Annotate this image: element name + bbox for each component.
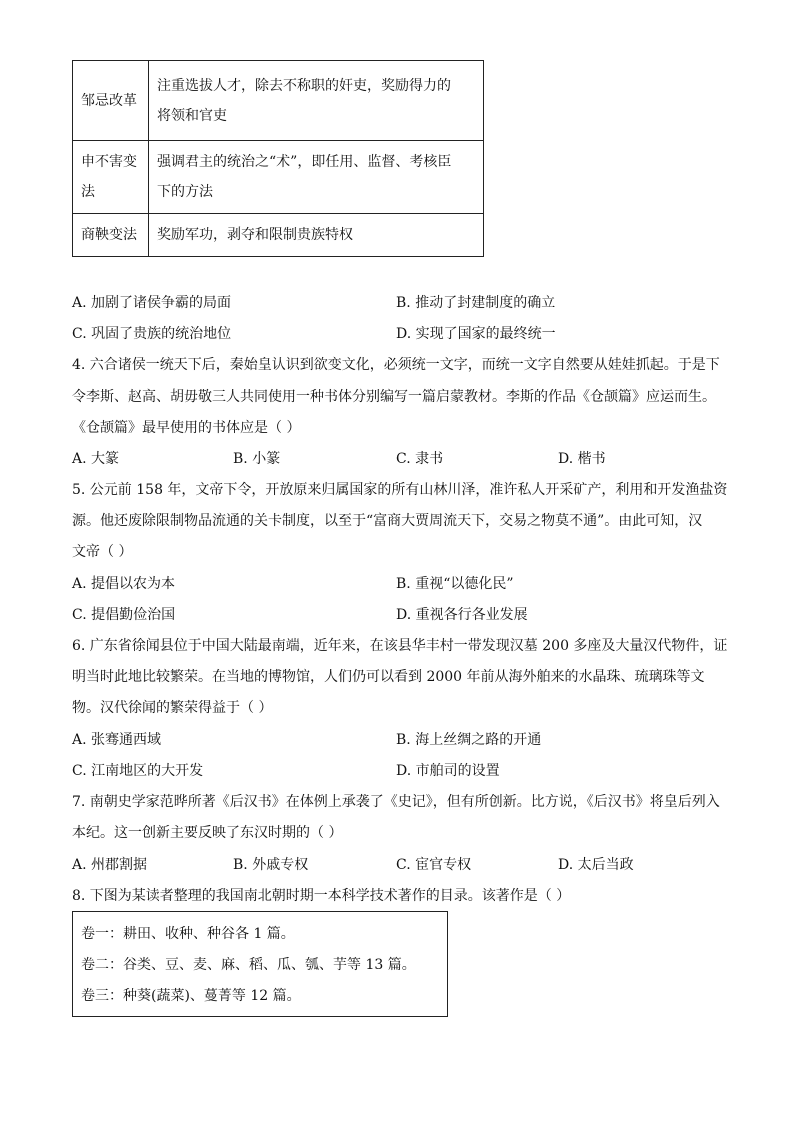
reform-name: 商鞅变法 xyxy=(73,214,149,257)
q3-option-b[interactable]: B. 推动了封建制度的确立 xyxy=(396,295,556,311)
q5-stem-line: 源。他还废除限制物品流通的关卡制度，以至于“富商大贾周流天下，交易之物莫不通”。由此可知，汉 xyxy=(72,513,703,529)
q4-option-d[interactable]: D. 楷书 xyxy=(558,451,606,467)
reform-desc-line: 强调君主的统治之“术”，即任用、监督、考核臣 xyxy=(157,154,452,170)
catalog-line: 卷二：谷类、豆、麦、麻、稻、瓜、瓠、芋等 13 篇。 xyxy=(81,957,416,973)
q3-option-d[interactable]: D. 实现了国家的最终统一 xyxy=(396,326,556,342)
q4-stem-line: 令李斯、赵高、胡毋敬三人共同使用一种书体分别编写一篇启蒙教材。李斯的作品《仓颉篇》应运而生。 xyxy=(72,389,716,405)
q5-option-c[interactable]: C. 提倡勤俭治国 xyxy=(72,607,176,623)
q8-stem-line: 8. 下图为某读者整理的我国南北朝时期一本科学技术著作的目录。该著作是（ ） xyxy=(72,888,571,904)
catalog-line: 卷一：耕田、收种、种谷各 1 篇。 xyxy=(81,926,295,942)
q6-option-d[interactable]: D. 市舶司的设置 xyxy=(396,763,500,779)
q4-stem-line: 《仓颉篇》最早使用的书体应是（ ） xyxy=(72,420,301,436)
q7-option-c[interactable]: C. 宦官专权 xyxy=(396,857,472,873)
q7-option-d[interactable]: D. 太后当政 xyxy=(558,857,634,873)
q5-option-a[interactable]: A. 提倡以农为本 xyxy=(72,576,176,592)
q4-option-b[interactable]: B. 小篆 xyxy=(233,451,281,467)
table-row xyxy=(73,61,484,141)
q6-stem-line: 明当时此地比较繁荣。在当地的博物馆，人们仍可以看到 2000 年前从海外舶来的水晶珠、琉璃珠等文 xyxy=(72,669,705,685)
q4-stem-line: 4. 六合诸侯一统天下后，秦始皇认识到欲变文化，必须统一文字，而统一文字自然要从娃娃抓起。于是下 xyxy=(72,357,720,373)
q4-option-c[interactable]: C. 隶书 xyxy=(396,451,444,467)
q7-stem-line: 7. 南朝史学家范晔所著《后汉书》在体例上承袭了《史记》，但有所创新。比方说，《后汉书》将皇后列入 xyxy=(72,794,720,810)
q3-option-c[interactable]: C. 巩固了贵族的统治地位 xyxy=(72,326,232,342)
reform-desc-line: 奖励军功，剥夺和限制贵族特权 xyxy=(157,227,353,243)
q5-option-b[interactable]: B. 重视“以德化民” xyxy=(396,576,514,592)
reform-desc xyxy=(149,141,484,214)
reform-desc xyxy=(149,61,484,141)
catalog-box xyxy=(72,911,448,1017)
reform-desc-line: 将领和官吏 xyxy=(157,107,227,124)
reform-desc-line: 注重选拔人才，除去不称职的奸吏，奖励得力的 xyxy=(157,77,451,94)
table-row xyxy=(73,141,484,214)
q6-stem-line: 物。汉代徐闻的繁荣得益于（ ） xyxy=(72,700,273,716)
q5-stem-line: 文帝（ ） xyxy=(72,544,133,560)
q7-stem-line: 本纪。这一创新主要反映了东汉时期的（ ） xyxy=(72,825,343,841)
table-row xyxy=(73,214,484,257)
reform-table xyxy=(72,60,484,257)
q7-option-a[interactable]: A. 州郡割据 xyxy=(72,857,148,873)
q3-option-a[interactable]: A. 加剧了诸侯争霸的局面 xyxy=(72,295,232,311)
q5-option-d[interactable]: D. 重视各行各业发展 xyxy=(396,607,528,623)
q6-option-b[interactable]: B. 海上丝绸之路的开通 xyxy=(396,732,542,748)
q4-option-a[interactable]: A. 大篆 xyxy=(72,451,120,467)
reform-desc xyxy=(149,214,484,257)
reform-desc-line: 下的方法 xyxy=(157,184,213,200)
q5-stem-line: 5. 公元前 158 年，文帝下令，开放原来归属国家的所有山林川泽，准许私人开采矿产，利用和开发渔盐资 xyxy=(72,482,728,498)
reform-name: 邹忌改革 xyxy=(73,61,149,141)
q6-stem-line: 6. 广东省徐闻县位于中国大陆最南端，近年来，在该县华丰村一带发现汉墓 200 多座及大量汉代物件，证 xyxy=(72,638,728,654)
q6-option-c[interactable]: C. 江南地区的大开发 xyxy=(72,763,204,779)
q7-option-b[interactable]: B. 外戚专权 xyxy=(233,857,309,873)
reform-name: 申不害变法 xyxy=(73,141,149,214)
catalog-line: 卷三：种葵(蔬菜)、蔓菁等 12 篇。 xyxy=(81,988,301,1004)
q6-option-a[interactable]: A. 张骞通西域 xyxy=(72,732,162,748)
